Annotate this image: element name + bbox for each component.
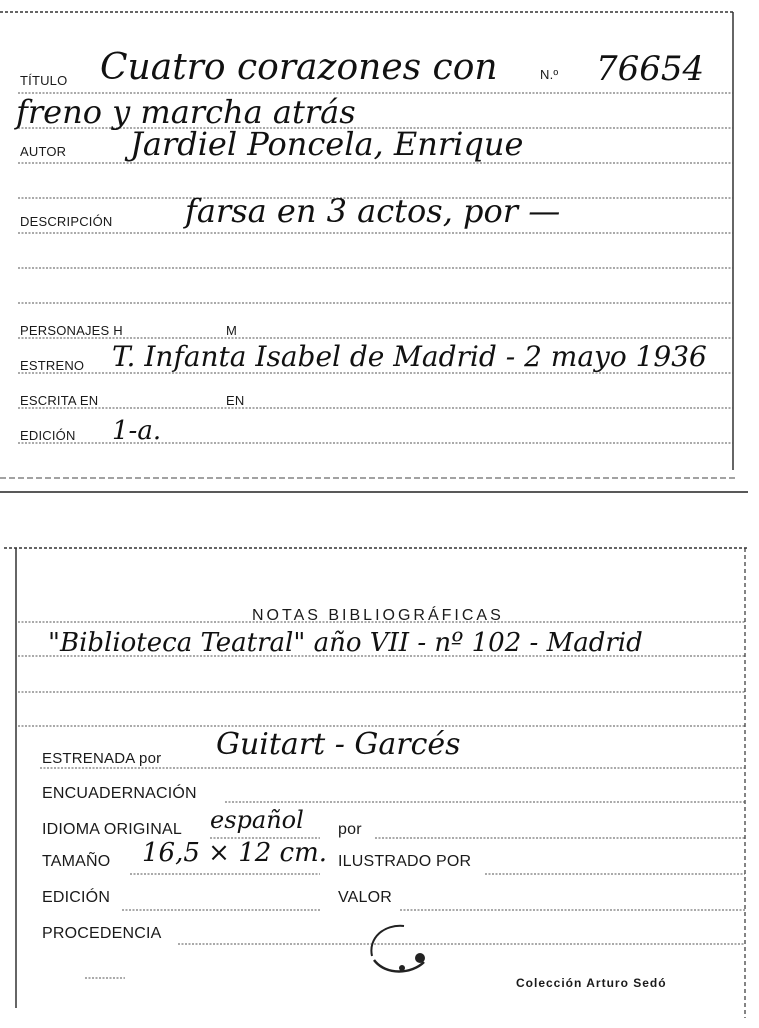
original-language-value: español	[210, 806, 304, 834]
description-label: DESCRIPCIÓN	[20, 214, 113, 229]
value-label: VALOR	[338, 889, 393, 906]
characters-m-label: M	[226, 323, 238, 338]
binding-label: ENCUADERNACIÓN	[42, 785, 197, 802]
illustrated-by-label: ILUSTRADO POR	[338, 853, 472, 870]
premiere-value: T. Infanta Isabel de Madrid - 2 mayo 1936	[112, 340, 707, 373]
size-value: 16,5 × 12 cm.	[142, 838, 328, 868]
catalog-card-top	[0, 0, 759, 500]
bibliographic-notes-value: "Biblioteca Teatral" año VII - nº 102 - Madrid	[48, 628, 643, 658]
title-label: TÍTULO	[20, 73, 68, 88]
author-value: Jardiel Poncela, Enrique	[130, 125, 524, 163]
author-label: AUTOR	[20, 144, 67, 159]
edition-value-top: 1-a.	[112, 416, 162, 446]
premiered-by-label: ESTRENADA por	[42, 750, 162, 767]
catalog-number-value: 76654	[596, 49, 705, 89]
premiered-by-value: Guitart - Garcés	[216, 727, 461, 762]
characters-h-label: PERSONAJES H	[20, 323, 123, 338]
description-value: farsa en 3 actos, por —	[185, 192, 561, 230]
collection-credit: Colección Arturo Sedó	[516, 976, 667, 990]
original-language-label: IDIOMA ORIGINAL	[42, 821, 182, 838]
bibliographic-notes-heading: NOTAS BIBLIOGRÁFICAS	[252, 607, 504, 624]
stamp-mark-icon	[362, 918, 442, 978]
premiere-label: ESTRENO	[20, 358, 85, 373]
provenance-label: PROCEDENCIA	[42, 925, 162, 942]
translated-by-label: por	[338, 821, 362, 838]
edition-label-bottom: EDICIÓN	[42, 889, 111, 906]
catalog-card-bottom	[0, 538, 759, 1028]
title-value-line2: freno y marcha atrás	[16, 93, 356, 131]
written-en-label: EN	[226, 393, 245, 408]
written-in-label: ESCRITA EN	[20, 393, 99, 408]
title-value-line1: Cuatro corazones con	[100, 47, 498, 88]
catalog-number-label: N.º	[540, 67, 559, 82]
size-label: TAMAÑO	[42, 853, 111, 870]
edition-label-top: EDICIÓN	[20, 428, 76, 443]
